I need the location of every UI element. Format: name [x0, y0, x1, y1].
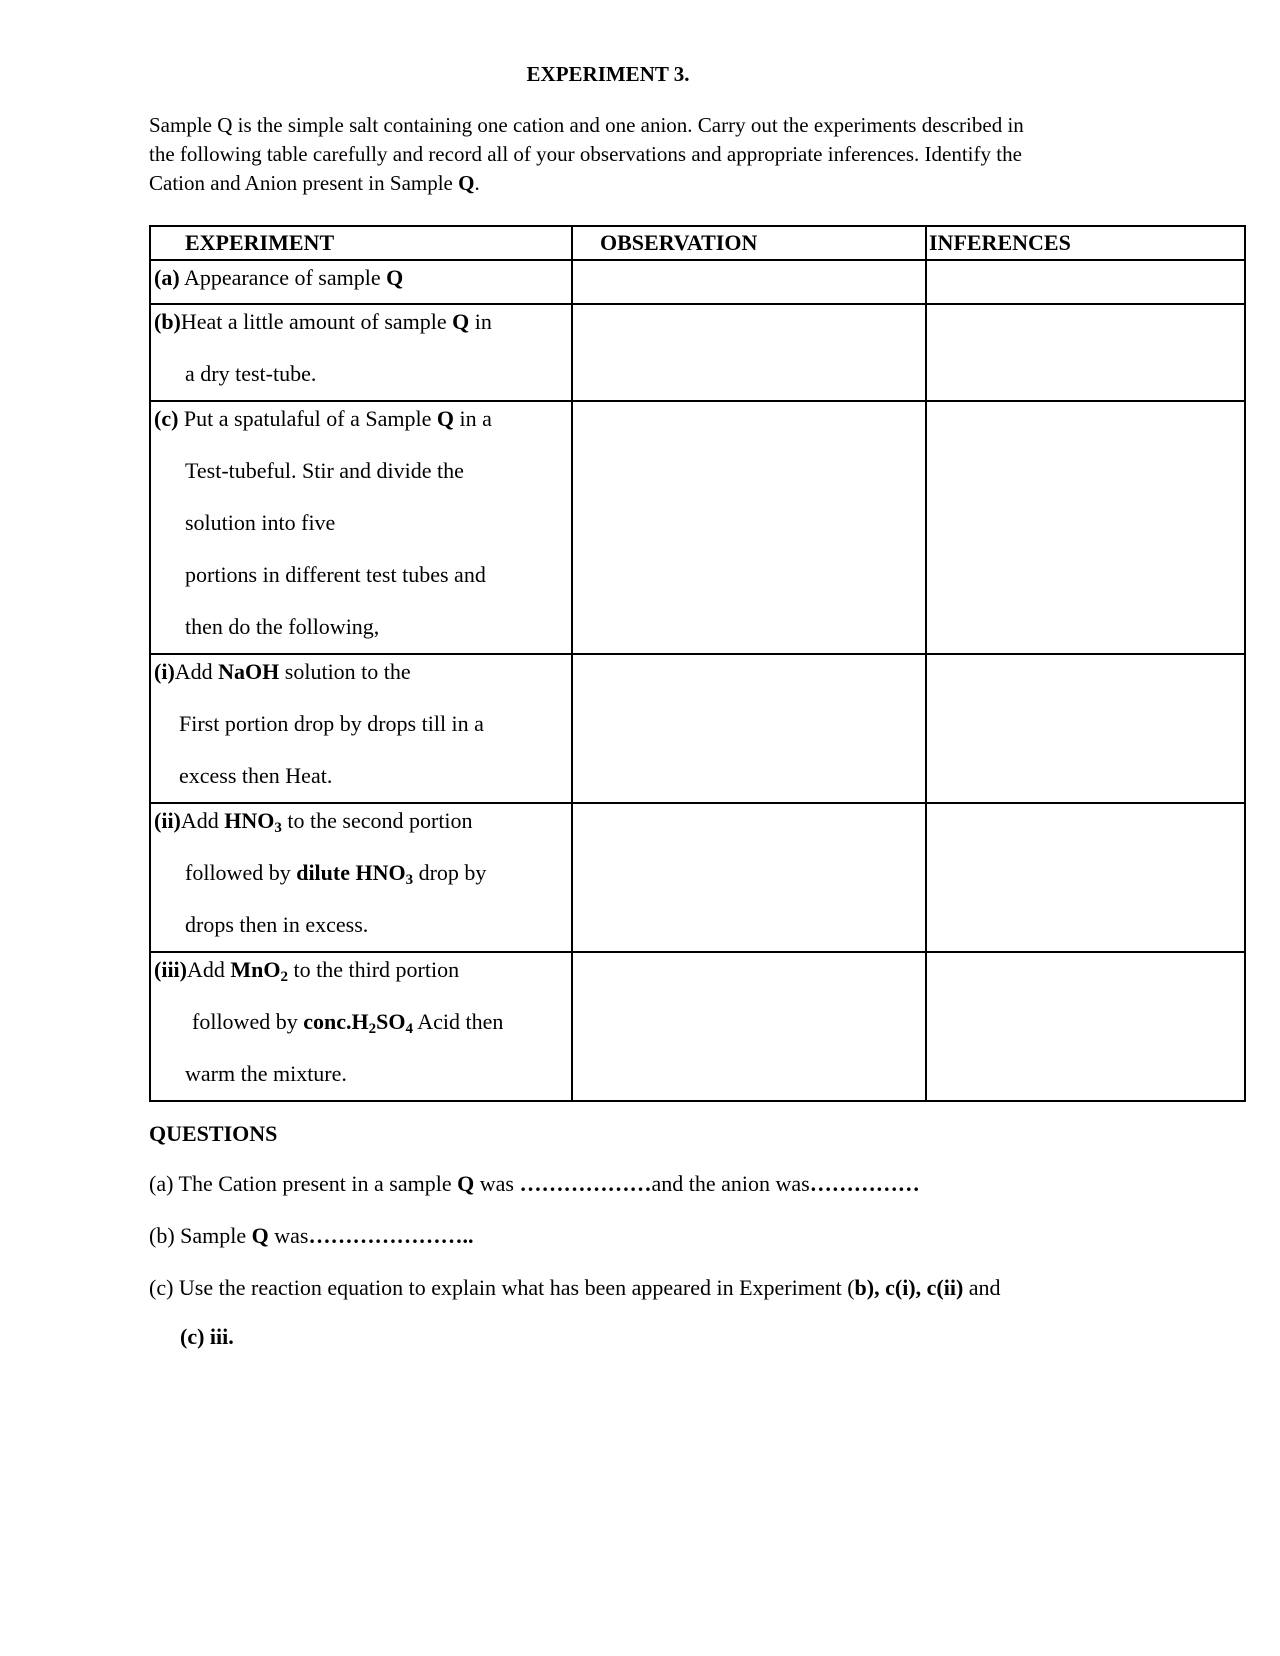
experiment-table — [149, 225, 1246, 1102]
experiment-cell-c: (c) Put a spatulaful of a Sample Q in a Test-tubeful. Stir and divide the solution into five portions in different test tubes and then do the following, — [150, 401, 572, 654]
observation-cell-c-i[interactable] — [572, 654, 926, 803]
table-row-c-i — [150, 654, 1245, 803]
observation-cell-a[interactable] — [572, 260, 926, 304]
answer-blank-cation[interactable]: ……………… — [519, 1171, 652, 1196]
inference-cell-c[interactable] — [926, 401, 1245, 654]
intro-line-1: Sample Q is the simple salt containing one cation and one anion. Carry out the experiments described in — [149, 113, 1024, 137]
experiment-cell-b: (b)Heat a little amount of sample Q in a dry test-tube. — [150, 304, 572, 401]
question-b: (b) Sample Q was………………….. — [149, 1223, 474, 1248]
questions-section — [149, 1119, 1229, 1352]
experiment-cell-c-ii: (ii)Add $HNO_3$ to the second portion followed by dilute $HNO_3$ drop by drops then in excess. — [150, 803, 572, 952]
answer-blank-sample[interactable]: ………………….. — [308, 1223, 474, 1248]
intro-line-3: Cation and Anion present in Sample Q. — [149, 171, 480, 195]
experiment-cell-c-i: (i)Add NaOH solution to the First portion drop by drops till in a excess then Heat. — [150, 654, 572, 803]
question-c: (c) Use the reaction equation to explain what has been appeared in Experiment (b), c(i), c(ii) and — [149, 1275, 1001, 1300]
questions-heading: QUESTIONS — [149, 1121, 278, 1146]
experiment-cell-c-iii: (iii)Add MnO$_2$ to the third portion followed by $conc.H_2SO_4$ Acid then warm the mixture. — [150, 952, 572, 1101]
intro-paragraph — [149, 111, 1109, 198]
question-c-continuation: (c) iii. — [180, 1324, 234, 1349]
table-row-c — [150, 401, 1245, 654]
observation-cell-c[interactable] — [572, 401, 926, 654]
intro-line-2: the following table carefully and record all of your observations and appropriate inferences. Identify the — [149, 142, 1022, 166]
table-row-c-ii — [150, 803, 1245, 952]
observation-cell-c-ii[interactable] — [572, 803, 926, 952]
observation-cell-b[interactable] — [572, 304, 926, 401]
inference-cell-c-i[interactable] — [926, 654, 1245, 803]
table-row-c-iii — [150, 952, 1245, 1101]
inference-cell-a[interactable] — [926, 260, 1245, 304]
question-a: (a) The Cation present in a sample Q was ………………and the anion was…………… — [149, 1171, 920, 1196]
header-inferences: INFERENCES — [926, 226, 1245, 260]
observation-cell-c-iii[interactable] — [572, 952, 926, 1101]
inference-cell-b[interactable] — [926, 304, 1245, 401]
inference-cell-c-iii[interactable] — [926, 952, 1245, 1101]
table-row-b — [150, 304, 1245, 401]
answer-blank-anion[interactable]: …………… — [809, 1171, 920, 1196]
page-title: EXPERIMENT 3. — [526, 62, 690, 86]
header-experiment: EXPERIMENT — [150, 226, 572, 260]
inference-cell-c-ii[interactable] — [926, 803, 1245, 952]
header-observation: OBSERVATION — [572, 226, 926, 260]
experiment-cell-a: (a) Appearance of sample Q — [150, 260, 572, 304]
